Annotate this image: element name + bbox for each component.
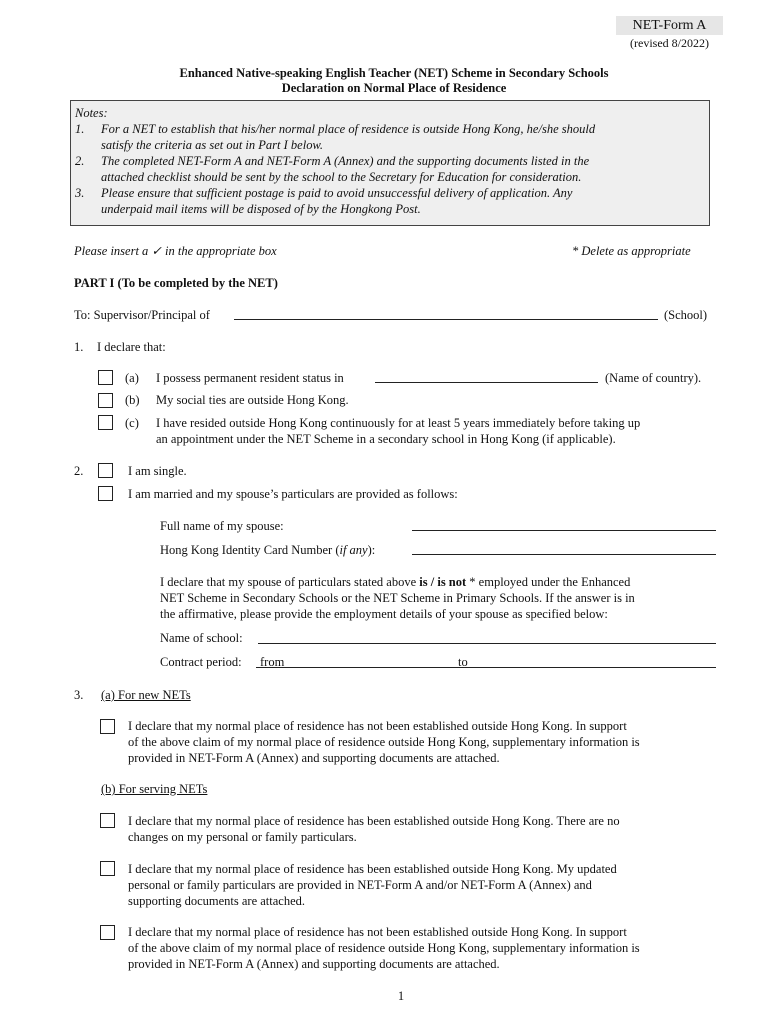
hkid-field[interactable] [412,554,716,555]
spouse-name-label: Full name of my spouse: [160,519,284,533]
checkbox-1a[interactable] [98,370,113,385]
revision-date: (revised 8/2022) [630,36,709,50]
section-1-number: 1. [74,340,84,354]
item-3b3-line2: of the above claim of my normal place of residence outside Hong Kong, supplementary information is [128,941,640,955]
checkbox-single[interactable] [98,463,113,478]
spouse-declaration-line2: NET Scheme in Secondary Schools or the NET Scheme in Primary Schools. If the answer is in [160,591,635,605]
item-3b2-line1: I declare that my normal place of residence has been established outside Hong Kong. My updated [128,862,617,876]
item-1b-text: My social ties are outside Hong Kong. [156,393,349,407]
note-3-line1: Please ensure that sufficient postage is paid to avoid unsuccessful delivery of application. Any [101,186,573,200]
tick-instruction: Please insert a ✓ in the appropriate box [74,244,277,258]
is-is-not-option[interactable]: is / is not [419,575,467,589]
note-1-line1: For a NET to establish that his/her normal place of residence is outside Hong Kong, he/she should [101,122,596,136]
item-3b3-line3: provided in NET-Form A (Annex) and supporting documents are attached. [128,957,500,971]
note-2-line2: attached checklist should be sent by the school to the Secretary for Education for consideration. [101,170,582,184]
contract-period-field[interactable] [256,667,716,668]
note-3-line2: underpaid mail items will be disposed of by the Hongkong Post. [101,202,421,216]
school-suffix: (School) [664,308,708,322]
note-number: 3. [75,186,85,200]
hkid-label [160,542,375,558]
item-3b1-line1: I declare that my normal place of residence has been established outside Hong Kong. There are no [128,814,620,828]
item-3b1-line2: changes on my personal or family particulars. [128,830,357,844]
contract-from-label: from [260,655,285,669]
item-1a-text: I possess permanent resident status in [156,371,344,385]
item-3b2-line2: personal or family particulars are provided in NET-Form A and/or NET-Form A (Annex) and [128,878,592,892]
checkbox-3b-1[interactable] [100,813,115,828]
section-2-number: 2. [74,464,84,478]
spouse-declaration-line3: the affirmative, please provide the employment details of your spouse as specified below: [160,607,608,621]
part1-heading: PART I (To be completed by the NET) [74,276,278,290]
page-title: Enhanced Native-speaking English Teacher (NET) Scheme in Secondary Schools [179,66,609,80]
country-field[interactable] [375,382,598,383]
contract-to-label: to [458,655,468,669]
item-1c-label: (c) [125,416,139,430]
item-1c-line1: I have resided outside Hong Kong continuously for at least 5 years immediately before taking up [156,416,641,430]
checkbox-1b[interactable] [98,393,113,408]
spouse-name-field[interactable] [412,530,716,531]
section-3-number: 3. [74,688,84,702]
item-1b-label: (b) [125,393,140,407]
item-1c-line2: an appointment under the NET Scheme in a secondary school in Hong Kong (if applicable). [156,432,616,446]
item-3b2-line3: supporting documents are attached. [128,894,306,908]
to-label: To: Supervisor/Principal of [74,308,210,322]
hkid-label-italic: if any [339,543,368,557]
single-text: I am single. [128,464,187,478]
note-number: 2. [75,154,85,168]
delete-instruction: * Delete as appropriate [572,244,691,258]
item-3a-line3: provided in NET-Form A (Annex) and supporting documents are attached. [128,751,500,765]
item-3a-line1: I declare that my normal place of residence has not been established outside Hong Kong. In support [128,719,627,733]
spouse-school-field[interactable] [258,643,716,644]
item-1a-label: (a) [125,371,139,385]
school-label: Name of school: [160,631,243,645]
decl-text-c: * employed under the Enhanced [466,575,631,589]
note-number: 1. [75,122,85,136]
checkbox-married[interactable] [98,486,113,501]
married-text: I am married and my spouse’s particulars are provided as follows: [128,487,458,501]
page-subtitle: Declaration on Normal Place of Residence [281,81,507,95]
checkbox-3a[interactable] [100,719,115,734]
checkbox-3b-2[interactable] [100,861,115,876]
note-1-line2: satisfy the criteria as set out in Part I below. [101,138,323,152]
note-2-line1: The completed NET-Form A and NET-Form A (Annex) and the supporting documents listed in the [101,154,590,168]
spouse-declaration-line1 [160,574,630,590]
checkbox-3b-3[interactable] [100,925,115,940]
notes-heading: Notes: [75,106,108,120]
form-id-label: NET-Form A [616,16,723,35]
new-nets-heading: (a) For new NETs [101,688,191,702]
section-1-label: I declare that: [97,340,166,354]
page-number: 1 [397,989,405,1003]
item-3b3-line1: I declare that my normal place of residence has not been established outside Hong Kong. In support [128,925,627,939]
serving-nets-heading: (b) For serving NETs [101,782,208,796]
decl-text-a: I declare that my spouse of particulars stated above [160,575,420,589]
checkbox-1c[interactable] [98,415,113,430]
item-3a-line2: of the above claim of my normal place of residence outside Hong Kong, supplementary information is [128,735,640,749]
contract-label: Contract period: [160,655,242,669]
hkid-label-text: Hong Kong Identity Card Number ( [160,543,340,557]
hkid-label-end: ): [367,543,376,557]
notes-box [70,100,710,226]
country-suffix: (Name of country). [605,371,702,385]
school-name-field[interactable] [234,319,658,320]
